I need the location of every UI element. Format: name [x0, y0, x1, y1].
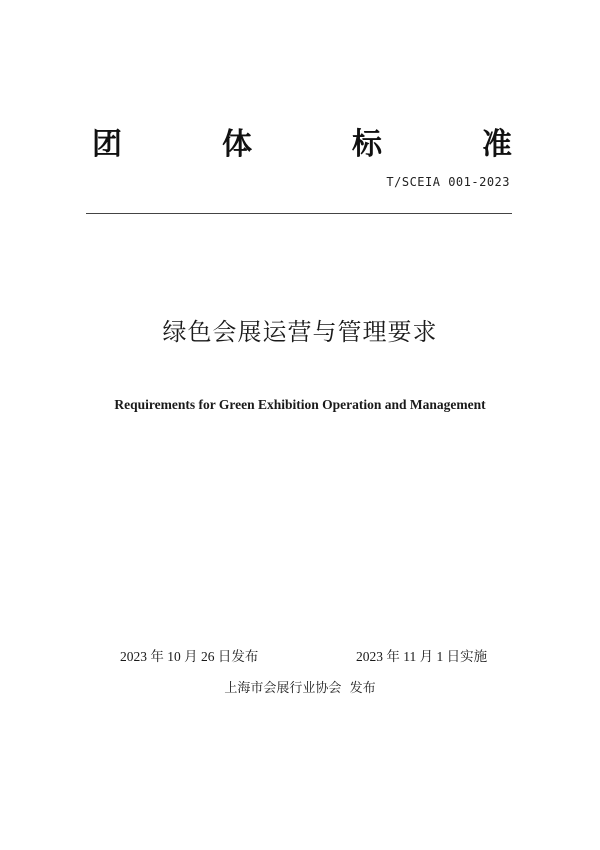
category-char-4: 准: [482, 127, 512, 162]
implementation-date: 2023 年 11 月 1 日实施: [356, 649, 488, 664]
category-char-1: 团: [92, 127, 122, 162]
document-title-english: Requirements for Green Exhibition Operation and Management: [114, 397, 486, 412]
publish-date: 2023 年 10 月 26 日发布: [120, 649, 259, 664]
category-char-3: 标: [352, 127, 382, 162]
header-divider: [86, 213, 512, 214]
category-char-2: 体: [222, 127, 252, 162]
issuing-organization: 上海市会展行业协会 发布: [224, 681, 376, 696]
standard-category-heading: [92, 126, 512, 164]
standard-number: T/SCEIA 001-2023: [386, 175, 510, 189]
document-title-chinese: 绿色会展运营与管理要求: [162, 318, 438, 346]
